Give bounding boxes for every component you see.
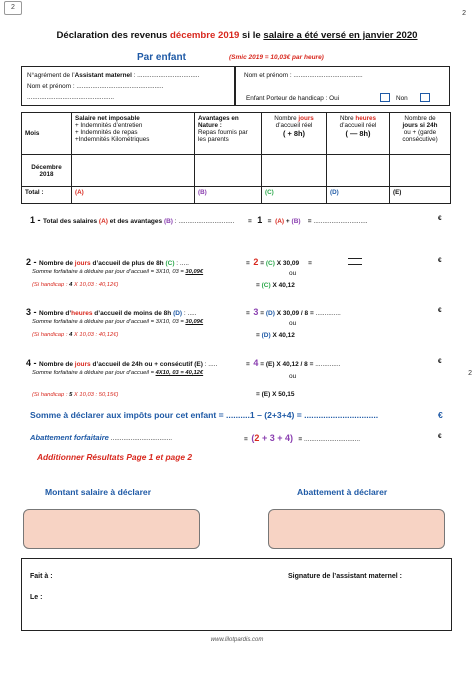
header-mois: Mois — [22, 113, 72, 155]
line2-bottom-dash — [348, 264, 362, 265]
line1-total-salaires: 1 - Total des salaires (A) et des avantages (B) : ............................... — [30, 215, 235, 225]
somme-a-declarer: Somme à déclarer aux impôts pour cet enfant = ..........1 – (2+3+4) = ............................... — [30, 410, 379, 420]
line3-note: Somme forfaitaire à déduire par jour d’accueil = 3X10, 03 = 30,09€ — [32, 319, 204, 325]
handicap-non-checkbox[interactable] — [420, 93, 430, 102]
montant-box[interactable] — [23, 509, 200, 549]
assistant-name-line: Nom et prénom : ................................................. — [27, 83, 164, 90]
header-salaire: Salaire net imposable + Indemnités d’entretien + Indemnités de repas +Indemnités Kilométriques — [72, 113, 195, 155]
table-total-row — [22, 187, 451, 204]
montant-label: Montant salaire à déclarer — [45, 487, 152, 497]
line4-note: Somme forfaitaire à déduire par jour d’accueil = 4X10, 03 = 40,12€ — [32, 370, 204, 376]
total-B[interactable]: (B) — [195, 187, 262, 204]
handicap-oui-checkbox[interactable] — [380, 93, 390, 102]
le-label: Le : — [30, 594, 43, 601]
line4-handicap-note: (Si handicap : 5 X 10,03 : 50,15€) — [32, 392, 119, 398]
handicap-label: Enfant Porteur de handicap : Oui — [246, 95, 340, 102]
footer-website: www.lilotpardis.com — [210, 637, 264, 643]
additionner-note: Additionner Résultats Page 1 et page 2 — [37, 452, 192, 462]
line2-top-dash — [348, 258, 362, 259]
line3-euro: € — [438, 307, 442, 314]
fait-a-label: Fait à : — [30, 573, 53, 580]
header-24h: Nombre de jours si 24h ou + (garde consécutive) — [390, 113, 451, 155]
total-C[interactable]: (C) — [262, 187, 327, 204]
line1-result: = 1 = (A) + (B) = .............................. — [248, 215, 368, 225]
total-D[interactable]: (D) — [327, 187, 390, 204]
handicap-non-label: Non — [396, 95, 408, 102]
abattement-euro: € — [438, 433, 442, 440]
signature-box — [21, 558, 452, 631]
line3-heures-moins-8h: 3 - Nombre d’heures d’accueil de moins de 8h (D) : ..... — [26, 307, 197, 317]
signature-label: Signature de l’assistant maternel : — [288, 573, 402, 580]
header-jours: Nombre jours d’accueil réel ( + 8h) — [262, 113, 327, 155]
line4-euro: € — [438, 358, 442, 365]
line2-ou: ou — [289, 270, 297, 277]
page-title: Déclaration des revenus décembre 2019 si le salaire a été versé en janvier 2020 — [56, 30, 418, 41]
line3-handicap-note: (Si handicap : 4 X 10,03 : 40,12€) — [32, 332, 119, 338]
line3-handicap-formula: = (D) X 40,12 — [256, 332, 295, 339]
agrement-line: N°agrément de l’Assistant maternel : ................................... — [27, 72, 200, 79]
table-header-row — [22, 113, 451, 155]
line3-ou: ou — [289, 320, 297, 327]
total-E[interactable]: (E) — [390, 187, 451, 204]
subtitle-par-enfant: Par enfant — [137, 52, 186, 63]
assistant-dots-line: ................................................. — [27, 94, 115, 101]
line2-handicap-formula: = (C) X 40,12 — [256, 282, 295, 289]
line3-result: = 3 = (D) X 30,09 / 8 = .............. — [246, 307, 341, 317]
line4-jours-24h: 4 - Nombre de jours d’accueil de 24h ou + consécutif (E) : ..... — [26, 358, 218, 368]
line4-result: = 4 = (E) X 40,12 / 8 = .............. — [246, 358, 341, 368]
monthly-table — [21, 112, 451, 204]
line2-note: Somme forfaitaire à déduire par jour d’accueil = 3X10, 03 = 30,09€ — [32, 269, 204, 275]
abattement-formula: = (2 + 3 + 4) = ............................... — [244, 433, 361, 443]
somme-euro: € — [438, 410, 443, 420]
jours-cell[interactable] — [262, 155, 327, 187]
corner-page-number: 2 — [462, 10, 466, 17]
assistant-info-box — [21, 66, 235, 106]
line2-euro: € — [438, 257, 442, 264]
month-cell: Décembre 2018 — [22, 155, 72, 187]
header-avantages: Avantages en Nature : Repas fournis par les parents — [195, 113, 262, 155]
abattement-forfaitaire-line: Abattement forfaitaire .................................. — [30, 433, 173, 442]
line2-result: = 2 = (C) X 30,09 = — [246, 257, 312, 267]
child-info-box — [235, 66, 450, 106]
edge-page-number: 2 — [468, 370, 472, 377]
line1-euro: € — [438, 215, 442, 222]
line4-ou: ou — [289, 373, 297, 380]
abattement-box[interactable] — [268, 509, 445, 549]
table-row-december — [22, 155, 451, 187]
child-name-line: Nom et prénom : ....................................... — [244, 72, 363, 79]
heures-cell[interactable] — [327, 155, 390, 187]
salaire-cell[interactable] — [72, 155, 195, 187]
smic-note: (Smic 2019 = 10,03€ par heure) — [229, 54, 324, 61]
line2-jours-plus-8h: 2 - Nombre de jours d’accueil de plus de 8h (C) : ..... — [26, 257, 189, 267]
total-label: Total : — [22, 187, 72, 204]
line4-handicap-formula: = (E) X 50,15 — [256, 391, 295, 398]
avantages-cell[interactable] — [195, 155, 262, 187]
jours-24h-cell[interactable] — [390, 155, 451, 187]
page-number-tag: 2 — [4, 1, 22, 15]
line2-handicap-note: (Si handicap : 4 X 10,03 : 40,12€) — [32, 282, 119, 288]
total-A[interactable]: (A) — [72, 187, 195, 204]
abattement-label: Abattement à déclarer — [297, 487, 388, 497]
header-heures: Nbre heures d’accueil réel ( — 8h) — [327, 113, 390, 155]
